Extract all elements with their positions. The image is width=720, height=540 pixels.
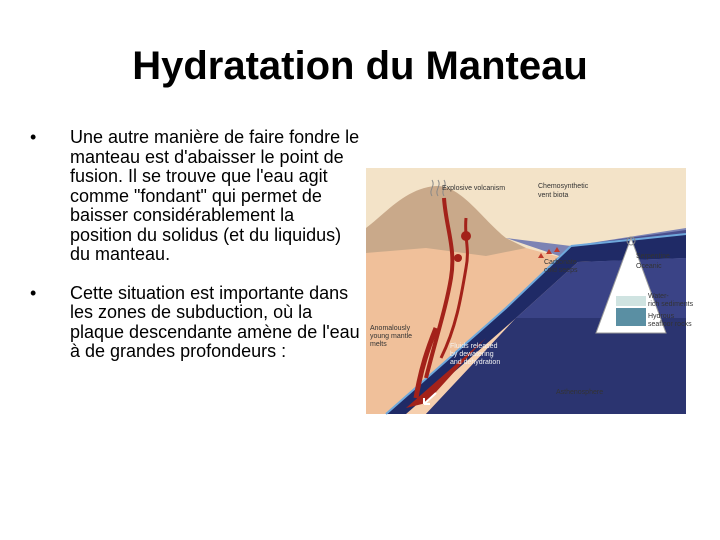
sediment-column-icon bbox=[616, 296, 646, 306]
magma-chamber bbox=[461, 231, 471, 241]
label-carbonate-cold-seeps-2: cold seeps bbox=[544, 267, 578, 274]
slide-title: Hydratation du Manteau bbox=[132, 44, 588, 88]
bullet-text: Une autre manière de faire fondre le manteau est d'abaisser le point de fusion. Il se trouve que l'eau agit comme "fondant" qui permet de baisser considérablement la position du solidus (et du liquidus) du manteau. bbox=[70, 127, 360, 264]
label-serpentine: Serpentine bbox=[636, 253, 670, 260]
bullet-marker: • bbox=[30, 127, 37, 147]
bullet-item bbox=[30, 128, 360, 265]
label-chemosynthetic-vent-biota: Chemosynthetic bbox=[538, 183, 589, 190]
bullet-list bbox=[30, 128, 360, 362]
bullet-marker: • bbox=[30, 282, 37, 303]
label-explosive-volcanism: Explosive volcanism bbox=[442, 185, 506, 192]
label-hydrous-seafloor-2: seafloor rocks bbox=[648, 321, 692, 328]
sediment-column-icon bbox=[616, 308, 646, 326]
label-fluids-released-2: by dewatering bbox=[450, 351, 494, 358]
label-anomalously-young-mantle-2: young mantle bbox=[370, 333, 413, 340]
label-chemosynthetic-vent-biota-2: vent biota bbox=[538, 192, 569, 199]
label-hydrous-seafloor: Hydrous bbox=[648, 313, 675, 320]
label-fluids-released: Fluids released bbox=[450, 343, 498, 350]
magma-chamber bbox=[454, 254, 462, 262]
bullet-text: Cette situation est importante dans les zones de subduction, où la plaque descendante amène de l'eau à de grandes profondeurs : bbox=[70, 282, 360, 361]
label-water-sediments-2: rich sediments bbox=[648, 301, 694, 308]
label-water-sediments: Water- bbox=[648, 293, 669, 300]
label-asthenosphere: Asthenosphere bbox=[556, 389, 604, 396]
subduction-diagram bbox=[366, 168, 694, 414]
label-anomalously-young-mantle: Anomalously bbox=[370, 325, 411, 332]
label-anomalously-young-mantle-3: melts bbox=[370, 341, 387, 348]
bullet-item bbox=[30, 284, 360, 362]
label-ocean-sediments: Oceanic bbox=[636, 263, 662, 270]
label-fluids-released-3: and dehydration bbox=[450, 359, 501, 366]
label-carbonate-cold-seeps: Carbonate bbox=[544, 259, 577, 266]
subduction-diagram-svg bbox=[366, 168, 694, 414]
